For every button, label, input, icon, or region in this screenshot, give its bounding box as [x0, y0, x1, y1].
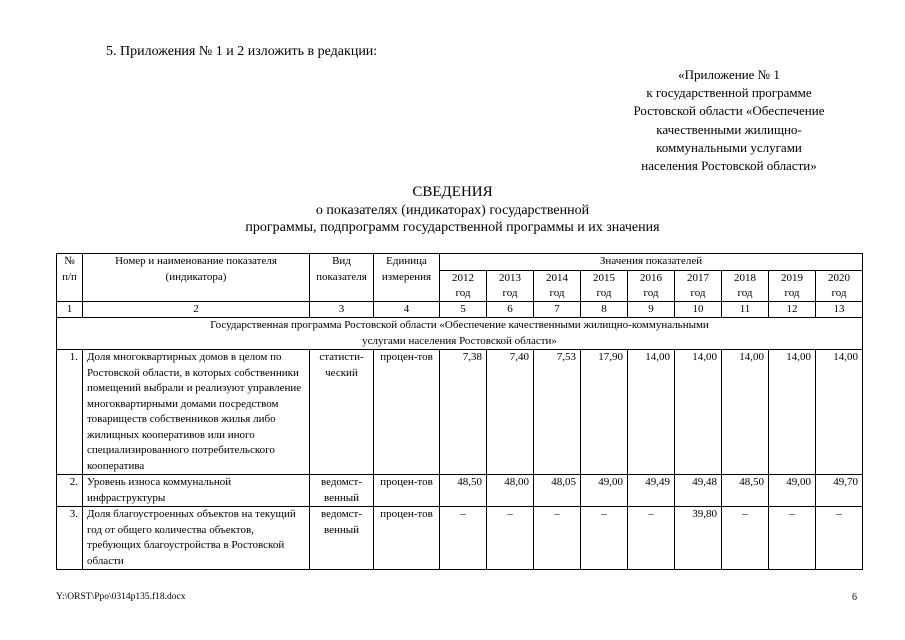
indicator-value: 49,49 [628, 475, 675, 507]
document-subtitle: о показателях (индикаторах) государственной [315, 203, 590, 218]
header-year: 2018 год [722, 270, 769, 301]
indicator-value: 7,40 [487, 350, 534, 475]
column-number: 1 [57, 301, 83, 318]
indicator-value: 48,50 [722, 475, 769, 507]
indicator-value: 14,00 [628, 350, 675, 475]
row-number: 3. [57, 507, 83, 570]
indicator-name: Доля благоустроенных объектов на текущий год от общего количества объектов, требующих благоустройства в Ростовской области [83, 507, 310, 570]
indicator-name: Уровень износа коммунальной инфраструктуры [83, 475, 310, 507]
header-year: 2017 год [675, 270, 722, 301]
indicator-value: – [722, 507, 769, 570]
indicator-kind: статисти-ческий [310, 350, 374, 475]
header-year: 2014 год [534, 270, 581, 301]
column-number: 10 [675, 301, 722, 318]
appendix-header [599, 66, 859, 175]
indicator-value: – [487, 507, 534, 570]
column-number: 4 [374, 301, 440, 318]
header-year: 2015 год [581, 270, 628, 301]
header-year: 2013 год [487, 270, 534, 301]
page-number: 6 [852, 592, 857, 603]
indicator-value: 7,53 [534, 350, 581, 475]
footer-file-path: Y:\ORST\Ppo\0314p135.f18.docx [56, 592, 186, 602]
header-values: Значения показателей [440, 254, 863, 271]
indicator-value: 49,00 [581, 475, 628, 507]
header-year: 2019 год [769, 270, 816, 301]
column-number: 7 [534, 301, 581, 318]
indicator-value: – [769, 507, 816, 570]
column-number: 5 [440, 301, 487, 318]
indicator-value: 48,05 [534, 475, 581, 507]
appendix-line: качественными жилищно- [656, 121, 802, 137]
appendix-line: Ростовской области «Обеспечение [633, 103, 825, 119]
indicator-value: 14,00 [769, 350, 816, 475]
section-row [57, 318, 863, 350]
header-year: 2020 год [816, 270, 863, 301]
column-number: 2 [83, 301, 310, 318]
table-row [57, 350, 863, 475]
appendix-line: к государственной программе [646, 85, 812, 101]
appendix-line: «Приложение № 1 [678, 67, 780, 82]
indicator-value: 48,50 [440, 475, 487, 507]
indicator-kind: ведомст-венный [310, 475, 374, 507]
indicators-table [56, 253, 863, 570]
indicator-value: – [816, 507, 863, 570]
indicator-value: – [581, 507, 628, 570]
table-row [57, 475, 863, 507]
row-number: 2. [57, 475, 83, 507]
column-number: 13 [816, 301, 863, 318]
header-name: Номер и наименование показателя (индикатора) [83, 254, 310, 302]
header-year: 2012 год [440, 270, 487, 301]
indicator-value: 14,00 [816, 350, 863, 475]
header-unit: Единица измерения [374, 254, 440, 302]
indicator-value: – [628, 507, 675, 570]
indicator-value: 14,00 [722, 350, 769, 475]
indicator-unit: процен-тов [374, 475, 440, 507]
indicator-value: 49,48 [675, 475, 722, 507]
column-number: 12 [769, 301, 816, 318]
indicator-value: – [440, 507, 487, 570]
indicator-unit: процен-тов [374, 507, 440, 570]
indicator-value: 39,80 [675, 507, 722, 570]
indicator-value: 17,90 [581, 350, 628, 475]
indicator-value: 14,00 [675, 350, 722, 475]
indicator-value: – [534, 507, 581, 570]
indicator-kind: ведомст-венный [310, 507, 374, 570]
table-row [57, 507, 863, 570]
column-numbers-row [57, 301, 863, 318]
header-year: 2016 год [628, 270, 675, 301]
column-number: 6 [487, 301, 534, 318]
appendix-line: населения Ростовской области» [641, 158, 817, 174]
appendix-line: коммунальными услугами [656, 139, 802, 155]
document-title: СВЕДЕНИЯ [412, 184, 493, 200]
indicator-value: 7,38 [440, 350, 487, 475]
column-number: 9 [628, 301, 675, 318]
column-number: 11 [722, 301, 769, 318]
indicator-name: Доля многоквартирных домов в целом по Ростовской области, в которых собственники помещений выбрали и реализуют управление многоквартирными домами посредством товариществ собственников жилья либо жилищных кооперативов или иного специализированного потребительского кооператива [83, 350, 310, 475]
indicator-unit: процен-тов [374, 350, 440, 475]
indicator-value: 49,70 [816, 475, 863, 507]
row-number: 1. [57, 350, 83, 475]
indicator-value: 49,00 [769, 475, 816, 507]
header-kind: Вид показателя [310, 254, 374, 302]
intro-text: 5. Приложения № 1 и 2 изложить в редакции: [106, 44, 378, 59]
indicator-value: 48,00 [487, 475, 534, 507]
header-num: № п/п [57, 254, 83, 302]
column-number: 3 [310, 301, 374, 318]
document-subtitle: программы, подпрограмм государственной программы и их значения [245, 220, 660, 235]
section-title: Государственная программа Ростовской области «Обеспечение качественными жилищно-коммунальными услугами населения Ростовской области» [57, 318, 863, 350]
column-number: 8 [581, 301, 628, 318]
header-row [57, 254, 863, 271]
